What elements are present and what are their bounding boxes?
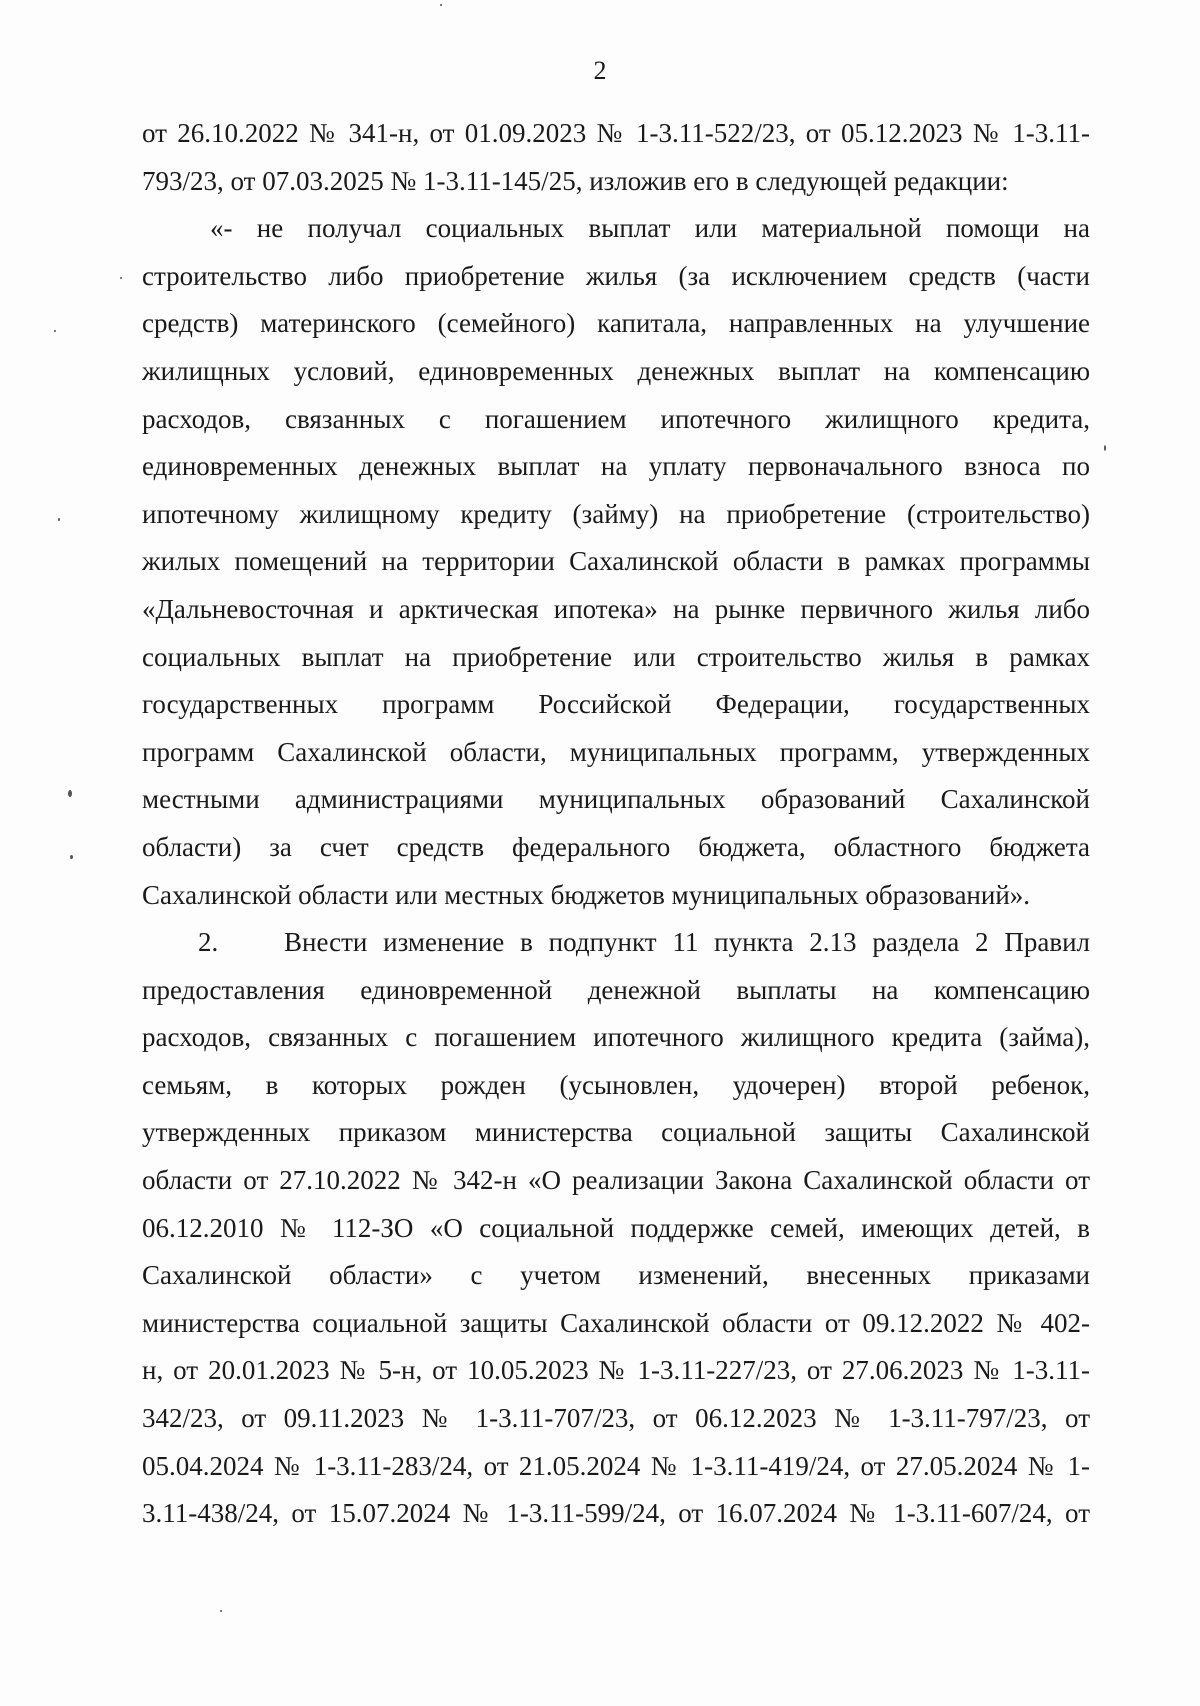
item-2-first-line-text: Внести изменение в подпункт 11 пункта 2.13 раздела 2 Правил <box>284 927 1090 958</box>
scan-speck <box>220 1610 222 1612</box>
document-body <box>142 110 1090 1538</box>
quote-line-1: «- не получал социальных выплат или материальной помощи на <box>210 213 1090 244</box>
item-2-number: 2. <box>198 927 219 958</box>
item-2-line-8: министерства социальной защиты Сахалинской области от 09.12.2022 № 402- <box>142 1307 1090 1338</box>
intro-line-1: от 26.10.2022 № 341-н, от 01.09.2023 № 1-3.11-522/23, от 05.12.2023 № 1-3.11- <box>142 118 1090 148</box>
quote-line-6: единовременных денежных выплат на уплату первоначального взноса по <box>142 451 1090 482</box>
item-2-line-11: 05.04.2024 № 1-3.11-283/24, от 21.05.2024 № 1-3.11-419/24, от 27.05.2024 № 1- <box>142 1450 1090 1481</box>
quote-line-10: социальных выплат на приобретение или строительство жилья в рамках <box>142 641 1090 672</box>
page-number: 2 <box>593 56 607 85</box>
quote-line-9: «Дальневосточная и арктическая ипотека» на рынке первичного жилья либо <box>142 593 1090 624</box>
item-2-line-9: н, от 20.01.2023 № 5-н, от 10.05.2023 № 1-3.11-227/23, от 27.06.2023 № 1-3.11- <box>142 1355 1090 1386</box>
quote-line-5: расходов, связанных с погашением ипотечного жилищного кредита, <box>142 403 1090 434</box>
item-2-line-1: предоставления единовременной денежной выплаты на компенсацию <box>142 974 1090 1005</box>
scan-speck <box>54 330 56 332</box>
item-2-line-5: области от 27.10.2022 № 342-н «О реализации Закона Сахалинской области от <box>142 1165 1090 1196</box>
quote-line-3: средств) материнского (семейного) капитала, направленных на улучшение <box>142 308 1090 339</box>
quote-line-13: местными администрациями муниципальных образований Сахалинской <box>142 784 1090 815</box>
quote-line-8: жилых помещений на территории Сахалинской области в рамках программы <box>142 546 1090 577</box>
item-2-first-line <box>142 919 1090 967</box>
scan-speck <box>70 855 73 859</box>
scan-speck <box>120 277 122 279</box>
quote-line-7: ипотечному жилищному кредиту (займу) на приобретение (строительство) <box>142 498 1090 529</box>
intro-line-2: 793/23, от 07.03.2025 № 1-3.11-145/25, изложив его в следующей редакции: <box>142 165 1009 196</box>
quote-line-2: строительство либо приобретение жилья (за исключением средств (части <box>142 260 1090 291</box>
scan-speck <box>440 4 442 6</box>
item-2-line-2: расходов, связанных с погашением ипотечного жилищного кредита (займа), <box>142 1022 1090 1053</box>
quote-line-12: программ Сахалинской области, муниципальных программ, утвержденных <box>142 736 1090 767</box>
item-2-line-3: семьям, в которых рожден (усыновлен, удочерен) второй ребенок, <box>142 1069 1090 1100</box>
item-2-line-4: утвержденных приказом министерства социальной защиты Сахалинской <box>142 1117 1090 1148</box>
scan-speck <box>68 790 72 797</box>
quote-line-11: государственных программ Российской Федерации, государственных <box>142 689 1090 720</box>
item-2-line-10: 342/23, от 09.11.2023 № 1-3.11-707/23, от 06.12.2023 № 1-3.11-797/23, от <box>142 1403 1090 1434</box>
item-2-line-6: 06.12.2010 № 112-ЗО «О социальной поддержке семей, имеющих детей, в <box>142 1212 1090 1243</box>
quote-line-14: области) за счет средств федерального бюджета, областного бюджета <box>142 831 1090 862</box>
quote-line-15: Сахалинской области или местных бюджетов муниципальных образований». <box>142 879 1031 910</box>
scan-speck <box>58 518 60 521</box>
quote-line-4: жилищных условий, единовременных денежных выплат на компенсацию <box>142 355 1090 386</box>
scan-speck <box>1104 445 1106 451</box>
item-2-line-7: Сахалинской области» с учетом изменений, внесенных приказами <box>142 1260 1090 1291</box>
item-2-line-12: 3.11-438/24, от 15.07.2024 № 1-3.11-599/24, от 16.07.2024 № 1-3.11-607/24, от <box>142 1498 1090 1529</box>
